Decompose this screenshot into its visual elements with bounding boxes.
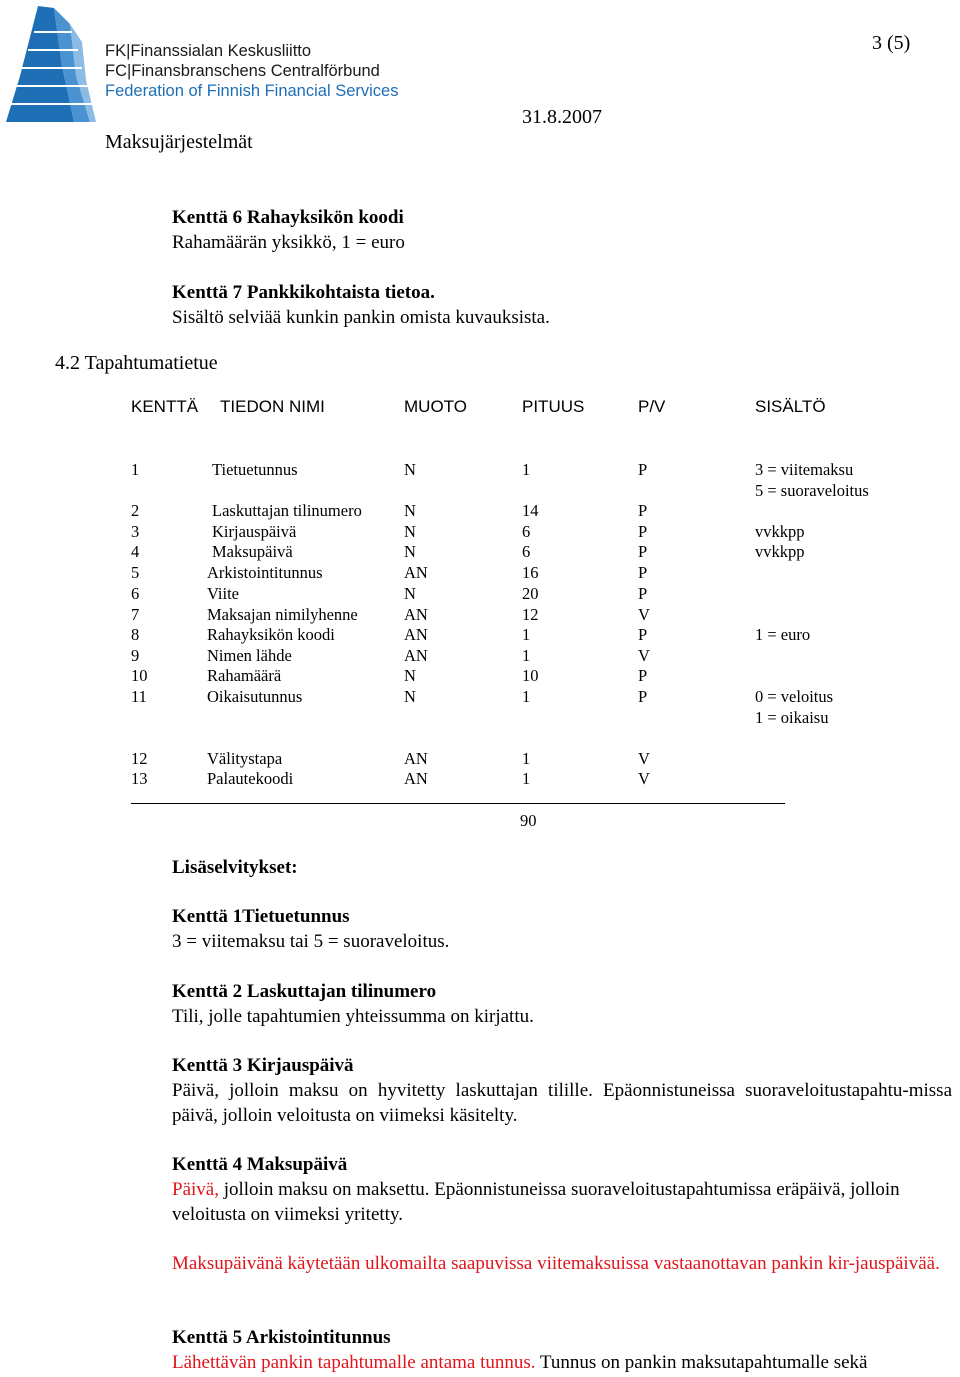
cell-content: 1 = euro	[755, 625, 811, 644]
cell-name: Rahayksikön koodi	[207, 625, 335, 644]
cell-length: 14	[522, 501, 539, 520]
cell-name: Laskuttajan tilinumero	[212, 501, 362, 520]
notes-heading: Lisäselvitykset:	[172, 857, 298, 878]
cell-format: N	[404, 542, 416, 561]
cell-format: AN	[404, 749, 428, 768]
org-name-en: Federation of Finnish Financial Services	[105, 82, 399, 100]
cell-field: 1	[131, 460, 140, 479]
cell-field: 7	[131, 605, 140, 624]
table-row	[0, 584, 960, 604]
field7-text: Sisältö selviää kunkin pankin omista kuvauksista.	[172, 307, 550, 328]
cell-format: AN	[404, 769, 428, 788]
field7-title: Kenttä 7 Pankkikohtaista tietoa.	[172, 282, 435, 303]
cell-length: 16	[522, 563, 539, 582]
col-header-content: SISÄLTÖ	[755, 397, 826, 416]
field2-note-text: Tili, jolle tapahtumien yhteissumma on kirjattu.	[172, 1006, 534, 1027]
cell-pv: V	[638, 646, 650, 665]
cell-length: 10	[522, 666, 539, 685]
col-header-format: MUOTO	[404, 397, 467, 416]
cell-format: N	[404, 687, 416, 706]
total-length: 90	[520, 811, 537, 830]
table-row	[0, 769, 960, 789]
cell-field: 12	[131, 749, 148, 768]
cell-content-line2: 5 = suoraveloitus	[755, 481, 869, 500]
cell-name: Välitystapa	[207, 749, 283, 768]
field4-note-text	[172, 1177, 952, 1227]
org-name-sv: FC|Finansbranschens Centralförbund	[105, 62, 380, 80]
cell-content-line2: 1 = oikaisu	[755, 708, 829, 727]
table-row	[0, 625, 960, 645]
field4-note-highlight: Päivä,	[172, 1179, 219, 1200]
cell-format: AN	[404, 646, 428, 665]
table-row	[0, 605, 960, 625]
cell-pv: P	[638, 563, 648, 582]
cell-content: vvkkpp	[755, 522, 805, 541]
cell-pv: V	[638, 605, 650, 624]
table-row	[0, 460, 960, 500]
cell-pv: P	[638, 522, 648, 541]
cell-field: 3	[131, 522, 140, 541]
document-date: 31.8.2007	[522, 106, 602, 128]
table-row	[0, 687, 960, 727]
cell-name: Tietuetunnus	[212, 460, 298, 479]
total-divider	[131, 803, 785, 804]
cell-pv: V	[638, 769, 650, 788]
cell-name: Kirjauspäivä	[212, 522, 297, 541]
cell-name: Maksajan nimilyhenne	[207, 605, 358, 624]
field5-note-rest: Tunnus on pankin maksutapahtumalle sekä	[535, 1352, 868, 1373]
section-title: 4.2 Tapahtumatietue	[55, 352, 218, 374]
table-row	[0, 522, 960, 542]
cell-length: 6	[522, 522, 531, 541]
col-header-length: PITUUS	[522, 397, 585, 416]
cell-pv: P	[638, 687, 648, 706]
table-row	[0, 666, 960, 686]
cell-field: 9	[131, 646, 140, 665]
cell-length: 20	[522, 584, 539, 603]
field1-note-text: 3 = viitemaksu tai 5 = suoraveloitus.	[172, 931, 450, 952]
cell-content: 3 = viitemaksu	[755, 460, 854, 479]
cell-field: 8	[131, 625, 140, 644]
cell-name: Rahamäärä	[207, 666, 282, 685]
field2-note-title: Kenttä 2 Laskuttajan tilinumero	[172, 981, 437, 1002]
cell-length: 1	[522, 460, 531, 479]
org-name-fi: FK|Finanssialan Keskusliitto	[105, 42, 312, 60]
cell-format: AN	[404, 563, 428, 582]
cell-format: N	[404, 666, 416, 685]
federation-logo-icon	[4, 6, 98, 122]
field5-note-title: Kenttä 5 Arkistointitunnus	[172, 1327, 391, 1348]
cell-pv: P	[638, 666, 648, 685]
table-row	[0, 501, 960, 521]
cell-pv: P	[638, 542, 648, 561]
cell-format: AN	[404, 605, 428, 624]
cell-content: 0 = veloitus	[755, 687, 834, 706]
table-row	[0, 646, 960, 666]
field3-note-text: Päivä, jolloin maksu on hyvitetty laskuttajan tilille. Epäonnistuneissa suoraveloitustapahtu-missa päivä, jolloin veloitusta on viimeksi käsitelty.	[172, 1080, 952, 1126]
field5-note-highlight: Lähettävän pankin tapahtumalle antama tunnus.	[172, 1352, 536, 1373]
cell-pv: P	[638, 501, 648, 520]
cell-length: 1	[522, 687, 531, 706]
field6-title: Kenttä 6 Rahayksikön koodi	[172, 207, 404, 228]
table-row	[0, 542, 960, 562]
cell-length: 1	[522, 749, 531, 768]
cell-field: 6	[131, 584, 140, 603]
cell-field: 10	[131, 666, 148, 685]
cell-format: N	[404, 584, 416, 603]
cell-name: Maksupäivä	[212, 542, 293, 561]
col-header-pv: P/V	[638, 397, 666, 416]
field5-note-text	[172, 1352, 867, 1374]
cell-name: Arkistointitunnus	[207, 563, 323, 582]
cell-field: 4	[131, 542, 140, 561]
cell-field: 5	[131, 563, 140, 582]
field3-note-title: Kenttä 3 Kirjauspäivä	[172, 1055, 354, 1076]
cell-name: Palautekoodi	[207, 769, 294, 788]
cell-length: 12	[522, 605, 539, 624]
table-row	[0, 563, 960, 583]
cell-pv: P	[638, 460, 648, 479]
cell-pv: P	[638, 625, 648, 644]
cell-field: 13	[131, 769, 148, 788]
cell-length: 1	[522, 625, 531, 644]
cell-name: Viite	[207, 584, 240, 603]
cell-pv: P	[638, 584, 648, 603]
col-header-name: TIEDON NIMI	[220, 397, 325, 416]
document-title: Maksujärjestelmät	[105, 131, 253, 153]
cell-field: 11	[131, 687, 147, 706]
field4-note-title: Kenttä 4 Maksupäivä	[172, 1154, 348, 1175]
col-header-field: KENTTÄ	[131, 397, 199, 416]
cell-format: N	[404, 460, 416, 479]
cell-content: vvkkpp	[755, 542, 805, 561]
cell-length: 1	[522, 646, 531, 665]
cell-format: N	[404, 522, 416, 541]
page-number: 3 (5)	[872, 32, 911, 54]
field6-text: Rahamäärän yksikkö, 1 = euro	[172, 232, 405, 253]
cell-pv: V	[638, 749, 650, 768]
field1-note-title: Kenttä 1Tietuetunnus	[172, 906, 350, 927]
cell-length: 6	[522, 542, 531, 561]
field4-note-rest: jolloin maksu on maksettu. Epäonnistuneissa suoraveloitustapahtumissa eräpäivä, jolloin veloitusta on viimeksi yritetty.	[172, 1179, 900, 1225]
cell-name: Nimen lähde	[207, 646, 292, 665]
cell-field: 2	[131, 501, 140, 520]
table-row	[0, 749, 960, 769]
cell-format: AN	[404, 625, 428, 644]
cell-length: 1	[522, 769, 531, 788]
field4-extra-note: Maksupäivänä käytetään ulkomailta saapuvissa viitemaksuissa vastaanottavan pankin kir-jauspäivää.	[172, 1253, 940, 1274]
cell-format: N	[404, 501, 416, 520]
cell-name: Oikaisutunnus	[207, 687, 303, 706]
